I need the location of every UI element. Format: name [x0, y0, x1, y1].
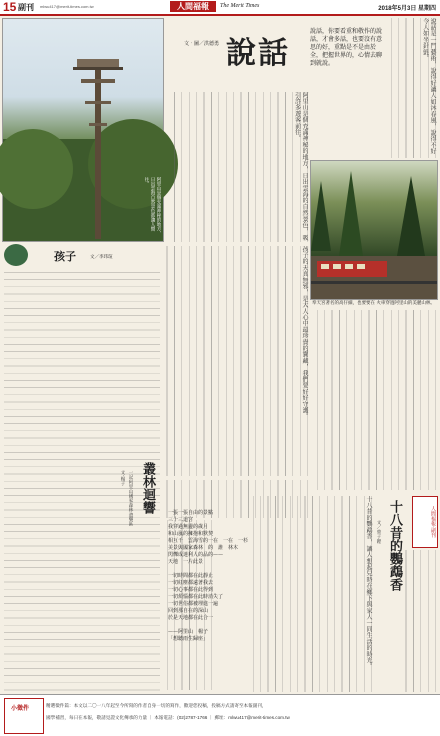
- body-text-column-c: 孩子的天真無邪，是大人心中最珍貴的寶藏，我們要好好守護。: [301, 246, 308, 420]
- photo1-caption: 阿里山是個充滿神秘的地方，日出雲海自然景色都讓人嚮往。: [144, 177, 161, 236]
- footer-label: 小徵件: [11, 706, 30, 712]
- poem-line: 一張一張自由的景點: [168, 510, 214, 516]
- poem-line: 「想聽雨生歸座」: [168, 636, 209, 642]
- poem-line: 一切時間都在此靜止: [168, 573, 214, 579]
- body-text-block-right-lower: [312, 310, 436, 490]
- body-text-column-d: 十八昔的鸚鵡香，讓人想起兒時在鄉下與家人一同生活的時光。: [365, 496, 372, 670]
- page-number: 15: [3, 0, 17, 14]
- poem-line: 閃爍成迷利人的品的——: [168, 552, 224, 558]
- footer-line-2: 國學補習，每日在本報，敬請見證文化傳承的力量 ｜ 本報電話：(02)2787-1766 ｜ 郵址：mlwu417@merit-times.com.tw: [46, 715, 290, 720]
- tree-structure-illustration: [3, 19, 163, 241]
- poem-line: 天地 一片此景: [168, 559, 204, 565]
- photo-forest-train: [310, 160, 438, 300]
- page-header: [0, 0, 440, 16]
- page-footer: [0, 694, 440, 736]
- poem-line: 一切心事都在此得到: [168, 587, 214, 593]
- poem-line: 美景與國家森林 的 誰 林木: [168, 545, 239, 551]
- essay-tag: 人間福報‧副刊: [412, 496, 438, 548]
- photo-tree-structure: [2, 18, 164, 242]
- photo2-caption: 奉天宮著名的高仔細，也要要在 火車穿過阿里山的美麗山林。: [312, 301, 435, 306]
- footer-label-box: [4, 698, 44, 734]
- poem-line: 回到那自在的深山: [168, 608, 209, 614]
- poem-line: 三十三道宮: [168, 517, 194, 523]
- body-text-column-a: 阿里山是個充滿神秘的地方，日出雲海的自然景色，吸引許多遊客前往。: [293, 92, 308, 241]
- top-article-title: 說話: [226, 36, 290, 71]
- newspaper-english-name: The Merit Times: [220, 3, 260, 9]
- poem-line: 一切紅塵都遠著我去: [168, 580, 214, 586]
- forest-title: 叢林迴響: [140, 462, 155, 514]
- kids-title: 孩子: [54, 250, 76, 263]
- kids-illustration-icon: [4, 244, 28, 266]
- poem-line: 相互千 雲海雪的一在 一在 一杉: [168, 538, 249, 544]
- essay-right-text: [404, 550, 436, 692]
- poem-line: 一切煩惱都在此時消失了: [168, 594, 224, 600]
- poem-line: 於是天地都在此合一: [168, 615, 214, 621]
- footer-line-1: 精選徵件篇：本文以二〇一八年起至今所寫的作者自身一切的寫作，歡迎您投稿，投稿方式請寄至本報副刊，: [46, 703, 267, 708]
- issue-date: 2018年5月3日 星期四: [378, 6, 436, 12]
- body-text-block-top: [168, 92, 308, 242]
- header-url[interactable]: mlwu417@merit-times.com.tw: [40, 4, 94, 9]
- essay-author: 文／曾子鏗: [376, 520, 381, 544]
- newspaper-logo: 人間福報: [170, 1, 216, 12]
- poem-line: 我穿過無邊的歲月: [168, 524, 209, 530]
- kids-author: 文／李玮瑄: [90, 255, 113, 260]
- poem-line: ——阿里山 楊子: [168, 629, 209, 635]
- forest-train-illustration: [311, 161, 437, 299]
- top-article-deck: 說話，你要看重和敬作的說話，才會多話，也要沒有意思的好，重點是不是由於全，把握世界的，心情去聊到就說。: [310, 28, 383, 67]
- top-article-author: 文‧圖／洪德勇: [184, 41, 220, 47]
- body-text-column-b: 說話是一門藝術，說得好讓人如沐春風，說得不好令人如坐針氈。: [421, 18, 436, 155]
- forest-author: 文‧楊子: [120, 470, 125, 486]
- poem-line: 一切世俗都被埋進一遍: [168, 601, 219, 607]
- kids-body-text: [4, 272, 160, 692]
- essay-title: 十八昔的鸚鵡香: [387, 500, 402, 591]
- poem-line: 和山嵐的擁抱和默契: [168, 531, 214, 537]
- section-name: 副刊: [18, 3, 34, 12]
- body-text-block-middle: [164, 246, 308, 476]
- forest-subtitle: 一記阿里山國家森林遊樂區: [128, 470, 133, 527]
- essay-body-text: [252, 496, 372, 692]
